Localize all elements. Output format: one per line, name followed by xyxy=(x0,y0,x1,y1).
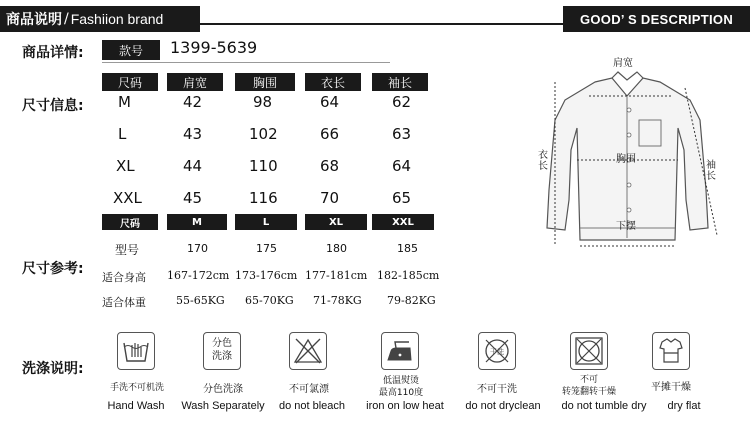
wash-item-2-en: Wash Separately xyxy=(181,400,265,412)
wash-item-2-cn: 分色洗涤 xyxy=(203,384,243,395)
diagram-label-sleeve: 袖长 xyxy=(706,160,716,182)
size-row-xxl-size: XXL xyxy=(113,189,142,207)
size-row-xl-size: XL xyxy=(116,157,135,175)
ref-row-weight-xxl: 79-82KG xyxy=(387,294,436,307)
ref-row-height-label: 适合身高 xyxy=(102,271,146,284)
wash-item-4-en: iron on low heat xyxy=(366,400,444,412)
no-dryclean-icon xyxy=(478,332,516,370)
ref-row-weight-l: 65-70KG xyxy=(245,294,294,307)
size-row-xl-length: 68 xyxy=(320,157,340,175)
size-row-m-chest: 98 xyxy=(253,93,273,111)
size-row-m-shoulder: 42 xyxy=(183,93,203,111)
style-number-underline xyxy=(102,62,390,63)
style-number-label: 款号 xyxy=(102,40,160,60)
header-title-separator: / xyxy=(64,11,69,27)
style-number-value: 1399-5639 xyxy=(170,38,258,57)
diagram-label-length: 衣长 xyxy=(538,150,548,172)
ref-header-size: 尺码 xyxy=(102,214,158,230)
size-row-xxl-sleeve: 65 xyxy=(392,189,412,207)
header-right-title: GOOD’ S DESCRIPTION xyxy=(563,6,750,32)
wash-item-6-en: do not tumble dry xyxy=(561,400,647,412)
wash-item-1-en: Hand Wash xyxy=(107,400,165,412)
size-info-label: 尺寸信息: xyxy=(22,98,84,114)
ref-row-model-xl: 180 xyxy=(326,242,347,255)
size-header-shoulder: 肩宽 xyxy=(167,73,223,91)
wash-item-6-cn2: 转笼翻转干燥 xyxy=(561,387,616,397)
size-header-sleeve: 袖长 xyxy=(372,73,428,91)
details-label: 商品详情: xyxy=(22,45,84,61)
ref-row-height-l: 173-176cm xyxy=(235,269,298,282)
size-row-l-sleeve: 63 xyxy=(392,125,412,143)
no-bleach-icon xyxy=(289,332,327,370)
wash-item-4-cn2: 最高110度 xyxy=(378,388,424,398)
wash-item-4-cn: 低温熨烫 xyxy=(382,376,419,386)
size-ref-label: 尺寸参考: xyxy=(22,261,84,277)
size-header-chest: 胸围 xyxy=(235,73,295,91)
ref-row-model-xxl: 185 xyxy=(397,242,418,255)
ref-row-weight-label: 适合体重 xyxy=(102,296,146,309)
ref-header-xl: XL xyxy=(305,214,367,230)
size-header-length: 衣长 xyxy=(305,73,361,91)
wash-item-7-en: dry flat xyxy=(667,400,701,412)
ref-row-height-xxl: 182-185cm xyxy=(377,269,440,282)
ref-row-model-l: 175 xyxy=(256,242,277,255)
wash-item-7-cn: 平摊干燥 xyxy=(651,382,691,393)
ref-row-weight-xl: 71-78KG xyxy=(313,294,362,307)
size-row-xxl-chest: 116 xyxy=(249,189,278,207)
size-row-l-size: L xyxy=(118,125,127,143)
size-row-m-sleeve: 62 xyxy=(392,93,412,111)
no-tumble-dry-icon xyxy=(570,332,608,370)
header-divider xyxy=(200,23,563,25)
size-row-xl-chest: 110 xyxy=(249,157,278,175)
size-row-xl-sleeve: 64 xyxy=(392,157,412,175)
size-row-l-length: 66 xyxy=(320,125,340,143)
wash-item-5-en: do not dryclean xyxy=(465,400,541,412)
size-row-l-chest: 102 xyxy=(249,125,278,143)
wash-item-6-cn: 不可 xyxy=(579,375,598,385)
wash-item-3-en: do not bleach xyxy=(278,400,346,412)
wash-item-5-cn: 不可干洗 xyxy=(477,384,517,395)
header-title-bar xyxy=(0,6,200,32)
dry-flat-icon xyxy=(652,332,690,370)
wash-separately-icon-line2: 洗涤 xyxy=(212,351,232,362)
wash-separately-icon-line1: 分色 xyxy=(212,338,232,349)
ref-row-height-m: 167-172cm xyxy=(167,269,230,282)
ref-header-xxl: XXL xyxy=(372,214,434,230)
diagram-label-chest: 胸围 xyxy=(616,154,636,165)
no-dryclean-icon-text: 干洗 xyxy=(490,348,504,356)
header-title-cn: 商品说明 xyxy=(6,12,62,28)
size-row-xl-shoulder: 44 xyxy=(183,157,203,175)
size-row-m-size: M xyxy=(118,93,131,111)
ref-row-model-label: 型号 xyxy=(115,243,140,257)
size-header-size: 尺码 xyxy=(102,73,158,91)
diagram-label-hem: 下摆 xyxy=(616,221,636,232)
ref-header-m: M xyxy=(167,214,227,230)
size-row-xxl-shoulder: 45 xyxy=(183,189,203,207)
wash-separately-icon xyxy=(203,332,241,370)
diagram-label-shoulder: 肩宽 xyxy=(613,58,633,69)
ref-row-model-m: 170 xyxy=(187,242,208,255)
size-row-m-length: 64 xyxy=(320,93,340,111)
ref-row-weight-m: 55-65KG xyxy=(176,294,225,307)
header-title-en: Fashiion brand xyxy=(70,11,164,27)
ref-row-height-xl: 177-181cm xyxy=(305,269,368,282)
size-row-xxl-length: 70 xyxy=(320,189,340,207)
ref-header-l: L xyxy=(235,214,297,230)
size-row-l-shoulder: 43 xyxy=(183,125,203,143)
iron-low-icon xyxy=(381,332,419,370)
wash-label: 洗涤说明: xyxy=(22,361,84,377)
hand-wash-icon xyxy=(117,332,155,370)
wash-item-1-cn: 手洗不可机洗 xyxy=(109,383,164,393)
wash-item-3-cn: 不可氯漂 xyxy=(289,384,329,395)
